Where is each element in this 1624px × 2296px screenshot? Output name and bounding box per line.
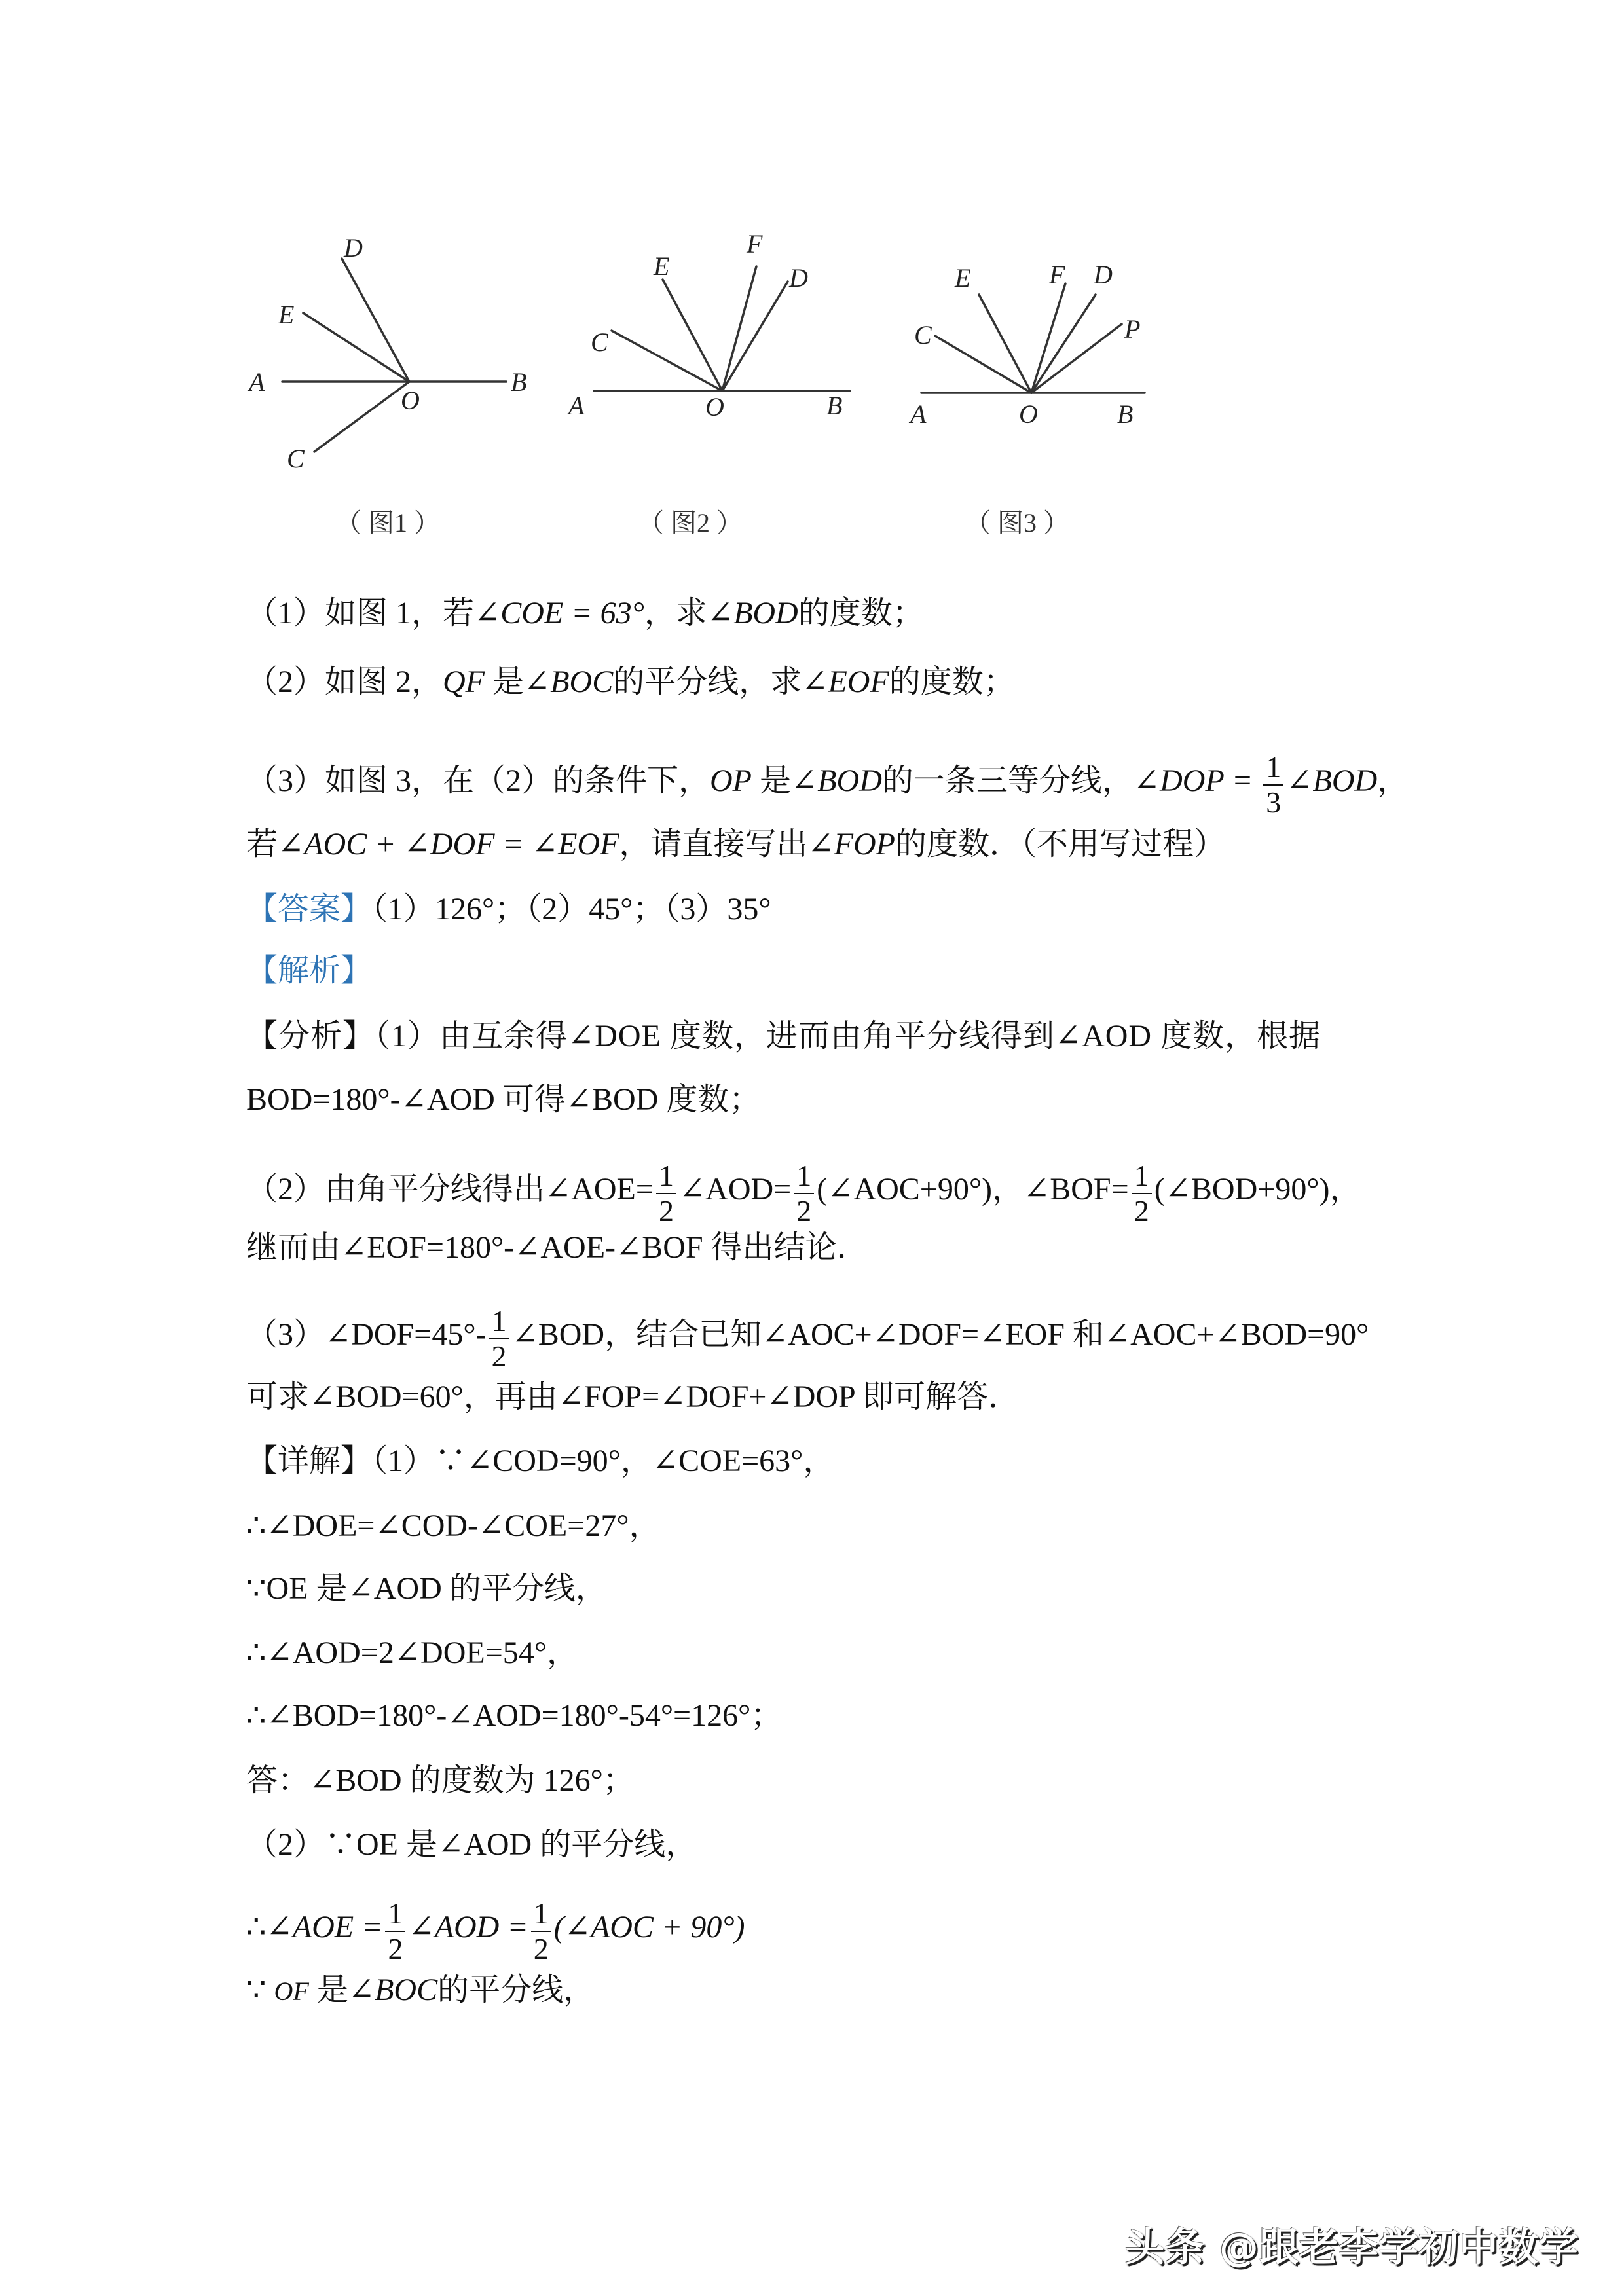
fraction-denominator: 2 [1134,1194,1149,1228]
analysis-line-3 [246,1141,1361,1230]
q1-text-mid: ，求 [644,596,707,630]
fraction-denominator: 2 [388,1932,403,1965]
figure-2-diagram [594,266,850,391]
detail-line-1 [246,1442,834,1481]
fraction-numerator: 1 [1132,1159,1152,1194]
analysis-line-6 [246,1377,1020,1417]
fraction-denominator: 2 [658,1194,674,1228]
fig2-label-c: C [591,327,608,357]
fig2-label-f: F [747,229,763,259]
answer-text: （1）126°；（2）45°；（3）35° [372,892,771,926]
analysis-text-6: 可求∠BOD=60°，再由∠FOP=∠DOF+∠DOP 即可解答． [246,1379,1020,1414]
q2-math-qf: QF [443,665,485,699]
q2-text-suffix: 的度数； [889,665,1015,699]
fig3-label-b: B [1117,399,1134,429]
q3-math-dop: ∠DOP = [1133,763,1253,799]
fig3-label-e: E [955,263,971,293]
figure-1-caption: （ 图1 ） [335,508,440,538]
fraction-numerator: 1 [489,1304,509,1339]
detail-text-9c: 是 [316,1973,348,2007]
fraction-half [1132,1159,1152,1228]
analysis-text-3c: (∠AOC+90°)，∠BOF= [817,1172,1129,1207]
question-1 [246,594,924,633]
analysis-text-3b: ∠AOD= [678,1172,792,1207]
q2-text-mid2: 的平分线，求 [613,665,802,699]
q3b-math-fop: ∠FOP [807,827,895,862]
fig1-label-e: E [278,300,295,329]
analysis-heading [246,951,372,991]
fig1-label-d: D [344,233,363,263]
because-symbol: ∵ [246,1973,267,2007]
detail-line-3 [246,1569,607,1609]
fig3-label-f: F [1049,260,1065,289]
analysis-text-4: 继而由∠EOF=180°-∠AOE-∠BOF 得出结论． [246,1230,868,1265]
fig3-label-d: D [1094,260,1113,289]
detail-line-4 [246,1633,578,1673]
figure-2-caption: （ 图2 ） [638,508,743,538]
q3-text: （3）如图 3，在（2）的条件下， [246,763,710,799]
fig1-label-c: C [287,444,304,473]
fig3-label-p: P [1124,314,1141,344]
fig1-label-o: O [401,386,420,415]
figure-1-diagram [282,259,506,452]
fraction-numerator: 1 [656,1159,676,1194]
fig1-label-a: A [249,367,265,397]
analysis-line-1 [246,1017,1321,1056]
analysis-tag: 【解析】 [246,953,373,988]
fraction-numerator: 1 [531,1897,551,1932]
detail-line-9 [246,1971,595,2010]
fig2-label-b: B [826,391,843,420]
analysis-line-2 [246,1080,760,1120]
fig2-label-d: D [789,263,808,293]
answer-tag: 【答案】 [246,892,373,926]
analysis-text-5b: ∠BOD，结合已知∠AOC+∠DOF=∠EOF 和∠AOC+∠BOD=90° [511,1317,1369,1353]
analysis-text-2: BOD=180°-∠AOD 可得∠BOD 度数； [246,1082,761,1117]
fraction-denominator: 2 [796,1194,812,1228]
figure-3-caption: （ 图3 ） [965,508,1069,538]
detail-line-6 [246,1761,635,1800]
fraction-denominator: 2 [533,1932,549,1965]
analysis-text-1: （1）由互余得∠DOE 度数，进而由角平分线得到∠AOD 度数，根据 [375,1019,1321,1053]
fraction-denominator: 2 [491,1339,507,1373]
detail-math-boc: ∠BOC [348,1973,438,2007]
fraction-one-third [1263,750,1283,820]
question-2 [246,663,1015,702]
analysis-line-4 [246,1228,868,1267]
fig3-label-o: O [1019,399,1038,429]
detail-text-7: （2）∵OE 是∠AOD 的平分线， [246,1827,697,1862]
q3-text-mid2: 的一条三等分线， [881,763,1134,799]
q2-text-mid1: 是 [492,665,525,699]
q3-text-mid1: 是 [760,763,792,799]
question-3 [246,733,1409,821]
detail-line-2 [246,1506,661,1546]
fig2-label-o: O [705,392,724,422]
detail-math-aod: ∠AOD = [408,1910,528,1945]
analysis-text-3d: (∠BOD+90°)， [1154,1172,1361,1207]
detail-line-7 [246,1825,697,1865]
q1-text: （1）如图 1，若 [246,596,475,630]
fraction-half [656,1159,676,1228]
q1-text-suffix: 的度数； [798,596,924,630]
fraction-half [794,1159,814,1228]
detail-tag: 【详解】 [246,1444,373,1478]
detail-math-aoc-sum: (∠AOC + 90°) [553,1910,745,1945]
q3b-text: 若 [246,827,278,862]
detail-text-9e: 的平分线， [437,1973,595,2007]
fraction-half [385,1897,405,1966]
q2-math-eof: ∠EOF [802,665,889,699]
q1-math-coe: ∠COE = 63° [474,596,644,630]
question-3-continued [246,825,1225,864]
q3b-text-suffix: 的度数．（不用写过程） [895,827,1225,862]
q2-text: （2）如图 2， [246,665,443,699]
q3b-math-condition: ∠AOC + ∠DOF = ∠EOF [278,827,619,862]
figure-3-diagram [921,283,1145,393]
fraction-half [531,1897,551,1966]
detail-line-5 [246,1696,782,1736]
analysis-subtag: 【分析】 [246,1019,375,1053]
q3-math-op: OP [710,763,752,799]
detail-text-5: ∴∠BOD=180°-∠AOD=180°-54°=126°； [246,1698,783,1733]
geometry-figures [0,0,1624,576]
detail-line-8 [246,1879,745,1967]
figures-row [0,0,1624,576]
fig2-label-a: A [568,391,585,420]
analysis-line-5 [246,1286,1369,1375]
answer-line [246,890,771,929]
detail-text-6: 答：∠BOD 的度数为 126°； [246,1763,635,1798]
therefore-symbol: ∴ [246,1910,267,1945]
analysis-text-5a: （3）∠DOF=45°- [246,1317,487,1353]
detail-math-aoe: ∠AOE = [266,1910,383,1945]
q3b-text-mid: ，请直接写出 [619,827,808,862]
q2-math-boc: ∠BOC [524,665,614,699]
fig2-label-e: E [654,251,670,281]
fig3-label-a: A [910,399,927,429]
fraction-numerator: 1 [385,1897,405,1932]
fraction-numerator: 1 [794,1159,814,1194]
detail-math-of: OF [274,1977,309,2006]
detail-text-2: ∴∠DOE=∠COD-∠COE=27°， [246,1508,661,1543]
detail-text-3: ∵OE 是∠AOD 的平分线， [246,1571,607,1606]
fig3-label-c: C [914,320,932,350]
fig1-label-b: B [511,367,527,397]
watermark: 头条 @跟老李学初中数学 [1125,2225,1579,2270]
fraction-denominator: 3 [1266,786,1282,819]
q3-math-bod: ∠BOD [791,763,882,799]
detail-text-1: （1）∵∠COD=90°，∠COE=63°， [372,1444,835,1478]
analysis-text-3a: （2）由角平分线得出∠AOE= [246,1172,654,1207]
fraction-half [489,1304,509,1374]
detail-text-4: ∴∠AOD=2∠DOE=54°， [246,1635,578,1670]
q1-math-bod: ∠BOD [707,596,798,630]
fraction-numerator: 1 [1263,750,1283,786]
q3-text-suffix: ， [1377,763,1409,799]
q3-math-bod-2: ∠BOD [1286,763,1378,799]
